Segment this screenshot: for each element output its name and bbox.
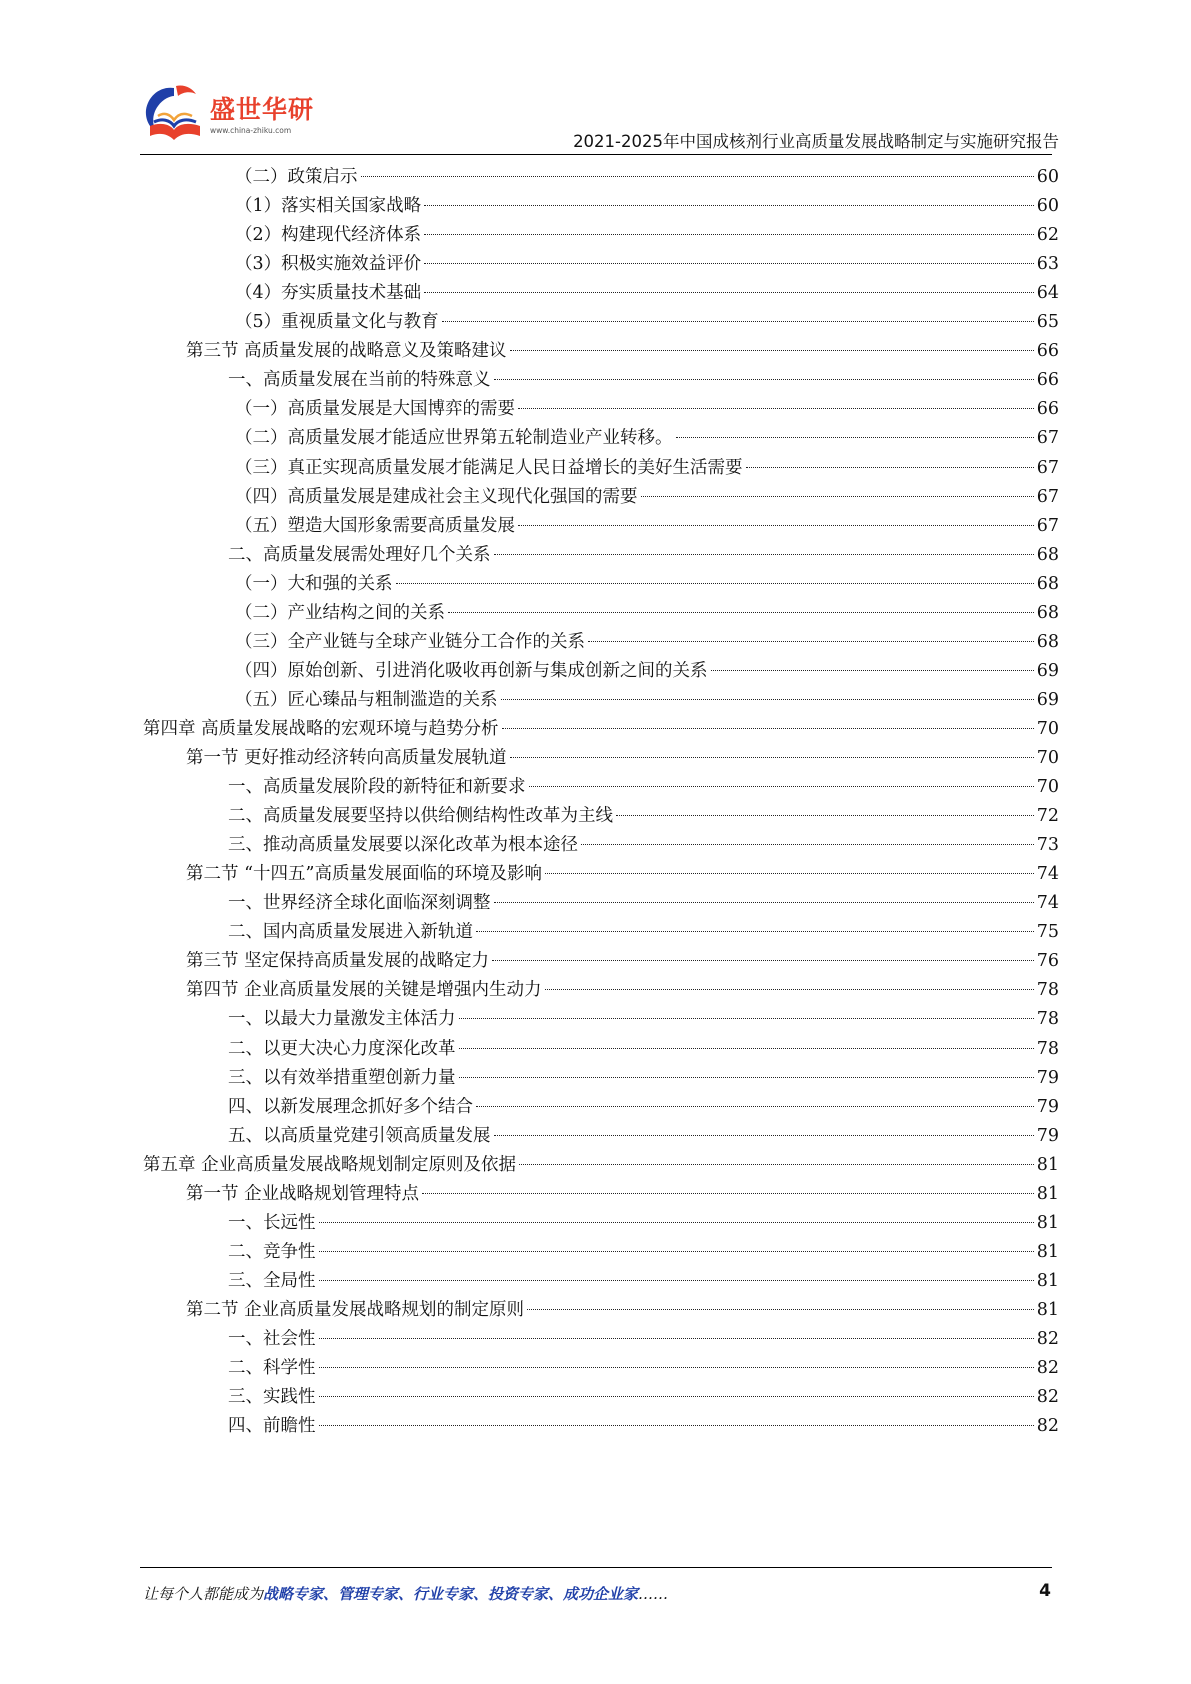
toc-entry-page: 70 <box>1036 748 1059 768</box>
toc-entry-page: 82 <box>1036 1416 1059 1437</box>
toc-dot-leader <box>319 1338 1034 1339</box>
toc-entry[interactable] <box>228 801 1059 832</box>
toc-entry-page: 81 <box>1036 1270 1059 1291</box>
toc-dot-leader <box>616 815 1034 816</box>
toc-dot-leader <box>422 1193 1034 1194</box>
toc-entry-label: （2）构建现代经济体系 <box>235 225 422 246</box>
toc-entry[interactable] <box>186 946 1059 977</box>
toc-entry[interactable] <box>235 191 1059 222</box>
toc-entry-page: 82 <box>1036 1329 1059 1349</box>
toc-entry[interactable] <box>186 1295 1059 1326</box>
toc-entry[interactable] <box>228 540 1059 571</box>
toc-entry-label: 三、以有效举措重塑创新力量 <box>228 1067 456 1088</box>
toc-dot-leader <box>424 205 1034 206</box>
toc-entry-label: 二、国内高质量发展进入新轨道 <box>228 922 473 943</box>
toc-entry-page: 68 <box>1036 631 1059 652</box>
toc-entry[interactable] <box>186 336 1059 367</box>
toc-entry-page: 82 <box>1036 1387 1059 1408</box>
toc-entry-label: 第一节 企业战略规划管理特点 <box>186 1183 420 1204</box>
toc-entry[interactable] <box>235 598 1059 629</box>
toc-entry-page: 81 <box>1036 1241 1059 1262</box>
toc-dot-leader <box>361 176 1034 177</box>
toc-dot-leader <box>529 786 1034 787</box>
toc-entry-label: （四）高质量发展是建成社会主义现代化强国的需要 <box>235 486 638 507</box>
toc-entry-page: 79 <box>1036 1067 1059 1088</box>
document-title: 2021-2025年中国成核剂行业高质量发展战略制定与实施研究报告 <box>573 132 1059 151</box>
toc-entry-page: 81 <box>1036 1299 1059 1320</box>
toc-entry[interactable] <box>228 1411 1059 1442</box>
toc-entry-label: 一、世界经济全球化面临深刻调整 <box>228 893 491 914</box>
toc-dot-leader <box>494 902 1034 903</box>
toc-entry-label: （二）高质量发展才能适应世界第五轮制造业产业转移。 <box>235 428 673 449</box>
toc-dot-leader <box>448 612 1034 613</box>
toc-entry[interactable] <box>143 1150 1059 1181</box>
toc-entry[interactable] <box>235 482 1059 513</box>
toc-dot-leader <box>510 350 1034 351</box>
toc-entry-label: 二、以更大决心力度深化改革 <box>228 1038 456 1059</box>
toc-dot-leader <box>319 1396 1034 1397</box>
toc-entry-page: 79 <box>1036 1125 1059 1146</box>
toc-dot-leader <box>424 234 1034 235</box>
toc-entry-page: 81 <box>1036 1154 1059 1175</box>
toc-entry-page: 70 <box>1036 777 1059 798</box>
toc-entry-label: （四）原始创新、引进消化吸收再创新与集成创新之间的关系 <box>235 660 708 681</box>
toc-entry[interactable] <box>235 423 1059 454</box>
toc-dot-leader <box>476 931 1034 932</box>
toc-entry-page: 78 <box>1036 980 1059 1001</box>
toc-entry-label: 二、科学性 <box>228 1358 316 1379</box>
toc-entry[interactable] <box>235 685 1059 716</box>
toc-entry-label: 三、推动高质量发展要以深化改革为根本途径 <box>228 835 578 856</box>
toc-dot-leader <box>492 960 1034 961</box>
toc-entry-label: （5）重视质量文化与教育 <box>235 312 439 333</box>
toc-entry-page: 70 <box>1036 718 1059 739</box>
toc-entry[interactable] <box>235 220 1059 251</box>
toc-entry-label: 四、以新发展理念抓好多个结合 <box>228 1096 473 1117</box>
toc-dot-leader <box>545 873 1034 874</box>
toc-entry-page: 67 <box>1036 515 1059 536</box>
toc-entry-label: （3）积极实施效益评价 <box>235 254 422 275</box>
toc-entry[interactable] <box>186 975 1059 1006</box>
toc-entry-label: 二、高质量发展要坚持以供给侧结构性改革为主线 <box>228 806 613 827</box>
toc-dot-leader <box>494 379 1034 380</box>
toc-dot-leader <box>476 1106 1034 1107</box>
toc-entry-label: 四、前瞻性 <box>228 1416 316 1437</box>
toc-entry-label: 二、高质量发展需处理好几个关系 <box>228 544 491 565</box>
toc-entry-label: （二）产业结构之间的关系 <box>235 602 445 623</box>
toc-entry[interactable] <box>235 278 1059 309</box>
toc-entry-page: 67 <box>1036 457 1059 478</box>
slogan-suffix: …… <box>638 1585 669 1603</box>
toc-dot-leader <box>424 263 1034 264</box>
toc-dot-leader <box>494 554 1034 555</box>
toc-entry-page: 60 <box>1036 167 1059 187</box>
toc-entry-label: （二）政策启示 <box>235 167 358 187</box>
toc-dot-leader <box>518 408 1034 409</box>
toc-dot-leader <box>459 1018 1034 1019</box>
footer-slogan <box>143 1583 668 1604</box>
toc-dot-leader <box>711 670 1034 671</box>
toc-entry[interactable] <box>228 1324 1059 1355</box>
toc-entry[interactable] <box>235 656 1059 687</box>
toc-entry-page: 68 <box>1036 573 1059 594</box>
toc-entry-page: 73 <box>1036 835 1059 856</box>
toc-entry-label: 第二节 企业高质量发展战略规划的制定原则 <box>186 1299 525 1320</box>
toc-dot-leader <box>588 641 1034 642</box>
toc-entry-page: 76 <box>1036 951 1059 972</box>
toc-entry-page: 63 <box>1036 254 1059 275</box>
toc-entry[interactable] <box>228 830 1059 861</box>
toc-entry[interactable] <box>235 511 1059 542</box>
toc-entry-label: （1）落实相关国家战略 <box>235 196 422 217</box>
slogan-highlight: 战略专家、管理专家、行业专家、投资专家、成功企业家 <box>263 1585 639 1603</box>
toc-dot-leader <box>501 699 1034 700</box>
toc-entry-page: 67 <box>1036 486 1059 507</box>
toc-entry[interactable] <box>235 394 1059 425</box>
toc-entry-page: 81 <box>1036 1212 1059 1233</box>
toc-entry[interactable] <box>228 1208 1059 1239</box>
page-number: 4 <box>1039 1581 1051 1601</box>
toc-entry-page: 66 <box>1036 399 1059 420</box>
toc-entry[interactable] <box>228 365 1059 396</box>
toc-entry[interactable] <box>228 772 1059 803</box>
toc-entry-label: 第一节 更好推动经济转向高质量发展轨道 <box>186 748 507 768</box>
toc-entry-page: 68 <box>1036 602 1059 623</box>
toc-entry-label: 第三节 高质量发展的战略意义及策略建议 <box>186 341 507 362</box>
toc-entry-label: 一、社会性 <box>228 1329 316 1349</box>
toc-entry[interactable] <box>228 1004 1059 1035</box>
toc-entry[interactable] <box>228 1266 1059 1297</box>
toc-entry[interactable] <box>228 1237 1059 1268</box>
toc-entry-page: 81 <box>1036 1183 1059 1204</box>
toc-dot-leader <box>502 728 1034 729</box>
toc-entry[interactable] <box>235 307 1059 338</box>
toc-entry[interactable] <box>228 1382 1059 1413</box>
logo-url: www.china-zhiku.com <box>210 126 292 135</box>
toc-dot-leader <box>519 1164 1034 1165</box>
company-logo <box>140 82 320 152</box>
toc-entry[interactable] <box>228 917 1059 948</box>
toc-entry[interactable] <box>235 627 1059 658</box>
toc-entry[interactable] <box>228 1034 1059 1065</box>
toc-dot-leader <box>319 1280 1034 1281</box>
header-divider <box>140 154 1052 155</box>
toc-entry-label: 第三节 坚定保持高质量发展的战略定力 <box>186 951 490 972</box>
toc-entry-label: （三）全产业链与全球产业链分工合作的关系 <box>235 631 585 652</box>
toc-entry-page: 78 <box>1036 1038 1059 1059</box>
toc-entry-label: 一、高质量发展在当前的特殊意义 <box>228 370 491 391</box>
toc-dot-leader <box>518 525 1034 526</box>
toc-entry-label: 一、以最大力量激发主体活力 <box>228 1009 456 1030</box>
toc-entry[interactable] <box>228 1121 1059 1152</box>
toc-entry-page: 67 <box>1036 428 1059 449</box>
toc-entry-page: 66 <box>1036 370 1059 391</box>
logo-book-icon <box>140 82 208 146</box>
toc-dot-leader <box>459 1048 1034 1049</box>
toc-entry-page: 69 <box>1036 689 1059 710</box>
toc-entry-label: 第四章 高质量发展战略的宏观环境与趋势分析 <box>143 718 499 739</box>
toc-dot-leader <box>510 757 1034 758</box>
toc-entry-label: （一）高质量发展是大国博弈的需要 <box>235 399 515 420</box>
toc-dot-leader <box>746 467 1034 468</box>
toc-entry-label: （三）真正实现高质量发展才能满足人民日益增长的美好生活需要 <box>235 457 743 478</box>
toc-entry-page: 82 <box>1036 1358 1059 1379</box>
page-header <box>0 0 1191 160</box>
toc-entry[interactable] <box>235 453 1059 484</box>
toc-dot-leader <box>424 292 1034 293</box>
toc-entry-label: 一、长远性 <box>228 1212 316 1233</box>
toc-entry-label: （4）夯实质量技术基础 <box>235 283 422 304</box>
toc-entry-label: 五、以高质量党建引领高质量发展 <box>228 1125 491 1146</box>
logo-name: 盛世华研 <box>210 95 315 124</box>
toc-entry[interactable] <box>235 569 1059 600</box>
toc-entry[interactable] <box>228 1092 1059 1123</box>
toc-entry[interactable] <box>143 714 1059 745</box>
toc-entry-page: 74 <box>1036 893 1059 914</box>
toc-entry-page: 72 <box>1036 806 1059 827</box>
toc-entry-page: 79 <box>1036 1096 1059 1117</box>
footer-divider <box>140 1567 1052 1568</box>
toc-entry[interactable] <box>186 859 1059 890</box>
toc-entry-label: （五）匠心臻品与粗制滥造的关系 <box>235 689 498 710</box>
toc-entry[interactable] <box>228 888 1059 919</box>
toc-entry-page: 62 <box>1036 225 1059 246</box>
toc-dot-leader <box>581 844 1034 845</box>
toc-entry-label: 第二节 “十四五”高质量发展面临的环境及影响 <box>186 864 542 885</box>
toc-dot-leader <box>494 1135 1034 1136</box>
toc-entry-page: 65 <box>1036 312 1059 333</box>
toc-entry-label: 一、高质量发展阶段的新特征和新要求 <box>228 777 526 798</box>
toc-entry-page: 69 <box>1036 660 1059 681</box>
toc-entry-page: 74 <box>1036 864 1059 885</box>
toc-entry-label: （五）塑造大国形象需要高质量发展 <box>235 515 515 536</box>
toc-entry-label: 三、实践性 <box>228 1387 316 1408</box>
toc-entry[interactable] <box>228 1353 1059 1384</box>
toc-dot-leader <box>676 437 1034 438</box>
toc-entry[interactable] <box>235 162 1059 193</box>
toc-dot-leader <box>459 1077 1034 1078</box>
toc-entry[interactable] <box>186 743 1059 774</box>
toc-dot-leader <box>527 1309 1034 1310</box>
toc-dot-leader <box>641 496 1034 497</box>
toc-dot-leader <box>319 1222 1034 1223</box>
toc-entry-label: （一）大和强的关系 <box>235 573 393 594</box>
toc-entry-label: 第五章 企业高质量发展战略规划制定原则及依据 <box>143 1154 517 1175</box>
toc-dot-leader <box>319 1425 1034 1426</box>
toc-entry-page: 68 <box>1036 544 1059 565</box>
slogan-prefix: 让每个人都能成为 <box>143 1585 264 1603</box>
toc-entry-page: 66 <box>1036 341 1059 362</box>
toc-entry-label: 三、全局性 <box>228 1270 316 1291</box>
toc-entry-page: 64 <box>1036 283 1059 304</box>
toc-entry-label: 二、竞争性 <box>228 1241 316 1262</box>
toc-dot-leader <box>319 1251 1034 1252</box>
toc-entry-page: 60 <box>1036 196 1059 217</box>
toc-dot-leader <box>396 583 1034 584</box>
toc-dot-leader <box>442 321 1034 322</box>
toc-entry-label: 第四节 企业高质量发展的关键是增强内生动力 <box>186 980 542 1001</box>
toc-entry-page: 75 <box>1036 922 1059 943</box>
toc-entry[interactable] <box>235 249 1059 280</box>
toc-entry[interactable] <box>228 1063 1059 1094</box>
toc-entry[interactable] <box>186 1179 1059 1210</box>
toc-entry-page: 78 <box>1036 1009 1059 1030</box>
toc-dot-leader <box>319 1367 1034 1368</box>
toc-dot-leader <box>545 989 1034 990</box>
